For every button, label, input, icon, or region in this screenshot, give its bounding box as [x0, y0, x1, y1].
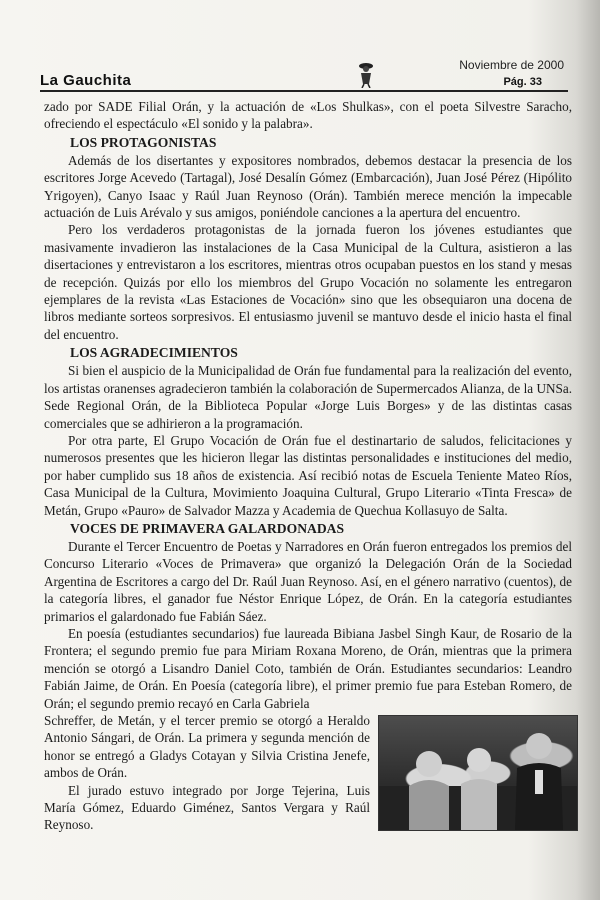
section-heading: VOCES DE PRIMAVERA GALARDONADAS: [70, 520, 345, 536]
issue-date: Noviembre de 2000: [459, 58, 564, 72]
header-rule: [40, 90, 568, 92]
paragraph: Durante el Tercer Encuentro de Poetas y Narradores en Orán fueron entregados los premios del Concurso Literario «Voces de Primavera» que organizó la Delegación Orán de la Sociedad Argentina de Escritores a cargo del Dr. Raúl Juan Reynoso. Así, en el género narrativo (cuentos), de la categoría libres, el ganador fue Néstor Enrique López, de Orán. En la categoría estudiantes primarios el galardonado fue Fabián Sáez.: [44, 538, 572, 624]
paragraph: Pero los verdaderos protagonistas de la jornada fueron los jóvenes estudiantes que masivamente invadieron las instalaciones de la Casa Municipal de la Cultura, asistieron a las disertaciones y entrevistaron a los escritores, mientras otros ocupaban puestos en los stand y mesas de recepción. Quizás por ello los miembros del Grupo Vocación no solamente les entregaron ejemplares de la revista «Las Estaciones de Vocación» sino que les obsequiaron una docena de libros mediante sorteos sorpresivos. El entusiasmo juvenil se mantuvo desde el inicio hasta el final del encuentro.: [44, 222, 572, 342]
paragraph: Si bien el auspicio de la Municipalidad de Orán fue fundamental para la realización del evento, los artistas oranenses agradecieron también la colaboración de Supermercados Alianza, de la UNSa. Sede Regional Orán, de la Biblioteca Popular «Jorge Luis Borges» y de las distintas casas comerciales que se adhirieron a la programación.: [44, 363, 572, 431]
article-body: [44, 98, 572, 834]
paragraph: zado por SADE Filial Orán, y la actuación de «Los Shulkas», con el poeta Silvestre Saracho, ofreciendo el espectáculo «El sonido y la palabra».: [44, 99, 572, 132]
section-heading: LOS PROTAGONISTAS: [70, 134, 217, 150]
paragraph: En poesía (estudiantes secundarios) fue laureada Bibiana Jasbel Singh Kaur, de Rosario de la Frontera; el segundo premio fue para Miriam Roxana Moreno, de Orán, mientras que la primera mención se otorgó a Lisandro Daniel Coto, también de Orán. Estudiantes secundarios: Leandro Fabián Jaime, de Orán. En Poesía (categoría libre), el primer premio fue para Esteban Romero, de Orán; el segundo premio recayó en Carla Gabriela: [44, 625, 572, 711]
gaucho-logo-icon: [356, 60, 376, 88]
magazine-title: La Gauchita: [40, 72, 132, 89]
section-heading: LOS AGRADECIMIENTOS: [70, 345, 238, 361]
paragraph: El jurado estuvo integrado por Jorge Tejerina, Luis María Gómez, Eduardo Giménez, Santos Vergara y Raúl Reynoso.: [44, 782, 370, 833]
paragraph: Schreffer, de Metán, y el tercer premio se otorgó a Heraldo Antonio Sángari, de Orán. La primera y segunda mención de honor se entregó a Gladys Cotayan y Silvia Cristina Jenefe, ambos de Orán.: [44, 713, 370, 781]
paragraph: Por otra parte, El Grupo Vocación de Orán fue el destinartario de saludos, felicitaciones y numerosos presentes que les hicieron llegar las distintas personalidades e instituciones del medio, por haber cumplido sus 18 años de existencia. Así recibió notas de Escuela Teniente Mateo Ríos, Casa Municipal de la Cultura, Movimiento Joaquina Cultural, Grupo Literario «Tinta Fresca» de Metán, Grupo «Pauro» de Salvador Mazza y Academia de Quechua Kollasuyo de Salta.: [44, 432, 572, 518]
page-number: Pág. 33: [503, 76, 542, 88]
paragraph: Además de los disertantes y expositores nombrados, debemos destacar la presencia de los escritores Jorge Acevedo (Tartagal), José Desalín Gómez (Embarcación), Juan José Pérez (Hipólito Yrigoyen), Canyo Isaac y Raúl Juan Reynoso (Orán). También merece mención la impecable actuación de Luis Arévalo y sus amigos, poniéndole canciones a la apertura del encuentro.: [44, 152, 572, 221]
event-photo: [378, 715, 578, 831]
page-header: [40, 56, 568, 96]
